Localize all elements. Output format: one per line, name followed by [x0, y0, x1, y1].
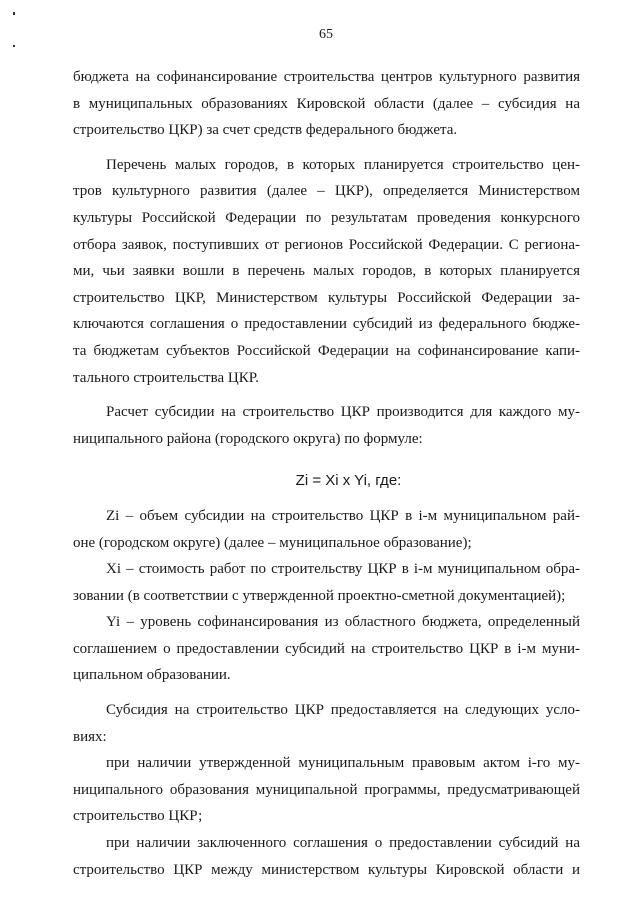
text-line: ниципального образования муниципальной программы, предусматривающей: [73, 781, 580, 798]
text-line: Yi – уровень софинансирования из областного бюджета, определенный: [106, 614, 580, 631]
text-line: при наличии заключенного соглашения о предоставлении субсидий на: [106, 835, 580, 852]
text-line: в муниципальных образованиях Кировской области (далее – субсидия на: [73, 95, 580, 112]
scan-speck: [13, 12, 15, 15]
text-line: зовании (в соответствии с утвержденной проектно-сметной документацией);: [73, 587, 566, 604]
text-line: Zi – объем субсидии на строительство ЦКР в i-м муниципальном рай-: [106, 507, 580, 524]
text-line: ми, чьи заявки вошли в перечень малых городов, в которых планируется: [73, 263, 580, 280]
text-line: тального строительства ЦКР.: [73, 369, 259, 386]
text-line: Перечень малых городов, в которых планируется строительство цен-: [106, 156, 580, 173]
text-line: Расчет субсидии на строительство ЦКР производится для каждого му-: [106, 404, 580, 421]
document-body: [73, 64, 580, 883]
text-line: соглашением о предоставлении субсидий на строительство ЦКР в i-м муни-: [73, 640, 580, 657]
text-line: строительство ЦКР) за счет средств федерального бюджета.: [73, 122, 458, 139]
text-line: тров культурного развития (далее – ЦКР), определяется Министерством: [73, 183, 580, 200]
text-line: Xi – стоимость работ по строительству ЦКР в i-м муниципальном обра-: [106, 561, 580, 578]
text-line: бюджета на софинансирование строительства центров культурного развития: [73, 69, 580, 85]
formula: Zi = Xi x Yi, где:: [295, 472, 402, 490]
text-line: Субсидия на строительство ЦКР предоставляется на следующих усло-: [106, 702, 580, 719]
text-line: строительство ЦКР между министерством культуры Кировской области и: [73, 861, 580, 878]
text-line: строительство ЦКР, Министерством культуры Российской Федерации за-: [73, 289, 580, 306]
text-line: строительство ЦКР;: [73, 808, 203, 825]
text-line: при наличии утвержденной муниципальным правовым актом i-го му-: [106, 755, 580, 772]
text-line: та бюджетам субъектов Российской Федерации на софинансирование капи-: [73, 342, 580, 359]
text-line: отбора заявок, поступивших от регионов Российской Федерации. С региона-: [73, 236, 580, 253]
text-line: ключаются соглашения о предоставлении субсидий из федерального бюдже-: [73, 316, 580, 333]
text-line: ниципального района (городского округа) по формуле:: [73, 430, 423, 447]
page-number: 65: [319, 27, 333, 42]
text-line: виях:: [73, 728, 107, 745]
scan-speck: [13, 45, 15, 47]
text-line: оне (городском округе) (далее – муниципальное образование);: [73, 534, 472, 551]
text-line: культуры Российской Федерации по результатам проведения конкурсного: [73, 209, 580, 226]
text-line: ципальном образовании.: [73, 667, 231, 684]
